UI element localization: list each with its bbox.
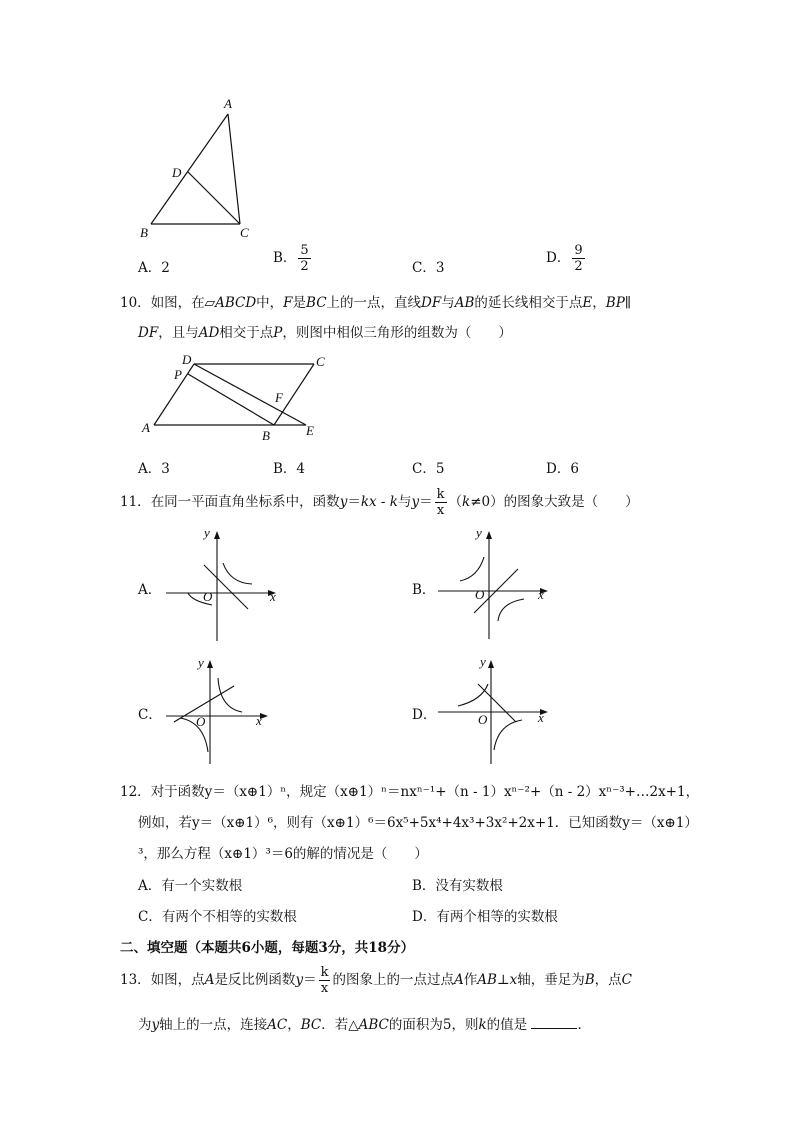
q10-option-c[interactable]: C．5 bbox=[412, 461, 445, 477]
q10-label-p: P bbox=[174, 367, 182, 382]
q12-option-b[interactable]: B．没有实数根 bbox=[412, 878, 503, 894]
q9-label-b: B bbox=[140, 225, 148, 240]
fraction: $\frac{k}{x}$ bbox=[436, 487, 445, 518]
axis-x-label: x bbox=[270, 589, 276, 604]
origin-label: O bbox=[196, 714, 206, 729]
q11-graph-a bbox=[160, 525, 285, 645]
q9-option-d[interactable] bbox=[546, 244, 587, 273]
axis-x-label: x bbox=[538, 587, 544, 602]
q11-graph-c bbox=[160, 652, 285, 772]
axis-y-label: y bbox=[198, 655, 204, 670]
option-key: D． bbox=[546, 250, 571, 266]
axis-y-label: y bbox=[480, 654, 486, 669]
fraction: $\frac{5}{2}$ bbox=[300, 243, 309, 274]
q10-label-d: D bbox=[182, 352, 192, 367]
q10-label-b: B bbox=[262, 428, 270, 443]
q11-graph-b bbox=[432, 525, 557, 645]
axis-x-label: x bbox=[256, 713, 262, 728]
option-key: C． bbox=[412, 260, 436, 276]
section-title: 二、填空题（本题共6小题，每题3分，共18分） bbox=[120, 940, 415, 956]
q9-triangle-figure bbox=[130, 92, 260, 242]
q10-label-a: A bbox=[142, 420, 150, 435]
axis-y-label: y bbox=[204, 525, 210, 540]
option-text: 2 bbox=[161, 260, 170, 276]
axis-x-label: x bbox=[538, 710, 544, 725]
q12-line-3: ³，那么方程（x⊕1）³＝6的解的情况是（ ） bbox=[138, 846, 428, 862]
q9-label-a: A bbox=[224, 96, 232, 111]
option-key: B． bbox=[273, 250, 297, 266]
origin-label: O bbox=[478, 712, 488, 727]
answer-blank[interactable] bbox=[531, 1016, 577, 1029]
q10-label-c: C bbox=[316, 354, 325, 369]
q11-option-b[interactable]: B． bbox=[412, 582, 436, 598]
q12-line-2: 例如，若y＝（x⊕1）⁶，则有（x⊕1）⁶＝6x⁵+5x⁴+4x³+3x²+2x+1．已知函数y＝（x⊕1） bbox=[138, 815, 698, 831]
q9-option-b[interactable] bbox=[273, 244, 313, 273]
q10-option-a[interactable]: A．3 bbox=[138, 461, 170, 477]
q11-option-d[interactable]: D． bbox=[412, 707, 437, 723]
option-key: A． bbox=[138, 260, 162, 276]
fraction: $\frac{9}{2}$ bbox=[574, 243, 583, 274]
q11-option-a[interactable]: A． bbox=[138, 582, 162, 598]
q10-option-b[interactable]: B．4 bbox=[273, 461, 306, 477]
q11-option-c[interactable]: C． bbox=[138, 707, 162, 723]
q12-line-1: 12．对于函数y＝（x⊕1）ⁿ，规定（x⊕1）ⁿ＝nxⁿ⁻¹+（n - 1）xⁿ⁻²+（n - 2）xⁿ⁻³+…2x+1， bbox=[120, 784, 700, 800]
option-text: 3 bbox=[435, 260, 445, 276]
q13-line-2: 为y轴上的一点，连接AC，BC．若△ABC的面积为5，则k的值是 ． bbox=[138, 1017, 591, 1033]
q9-option-a[interactable] bbox=[138, 256, 170, 276]
q9-option-c[interactable] bbox=[412, 256, 444, 276]
q12-option-c[interactable]: C．有两个不相等的实数根 bbox=[138, 909, 297, 925]
q10-label-e: E bbox=[306, 423, 314, 438]
q12-option-a[interactable]: A．有一个实数根 bbox=[138, 878, 243, 894]
q13-line-1: 13．如图，点A是反比例函数y＝ $\frac{k}{x}$ 的图象上的一点过点A作AB⊥x轴，垂足为B，点C bbox=[120, 965, 632, 996]
q10-label-f: F bbox=[275, 390, 283, 405]
q12-option-d[interactable]: D．有两个相等的实数根 bbox=[412, 909, 558, 925]
q10-line-2: DF，且与AD相交于点P，则图中相似三角形的组数为（ ） bbox=[138, 325, 512, 341]
q9-label-d: D bbox=[172, 165, 182, 180]
q9-label-c: C bbox=[240, 225, 249, 240]
fraction: $\frac{k}{x}$ bbox=[320, 965, 329, 996]
q10-option-d[interactable]: D．6 bbox=[546, 461, 579, 477]
axis-y-label: y bbox=[476, 525, 482, 540]
q11-graph-d bbox=[432, 650, 557, 770]
q10-parallelogram-figure bbox=[138, 350, 338, 445]
origin-label: O bbox=[203, 589, 213, 604]
q10-line-1: 10．如图，在▱ABCD中，F是BC上的一点，直线DF与AB的延长线相交于点E，BP∥ bbox=[120, 295, 632, 311]
q11-question: 11．在同一平面直角坐标系中，函数y＝kx - k与y＝ $\frac{k}{x}$ （k≠0）的图象大致是（ ） bbox=[120, 487, 639, 518]
origin-label: O bbox=[475, 587, 485, 602]
